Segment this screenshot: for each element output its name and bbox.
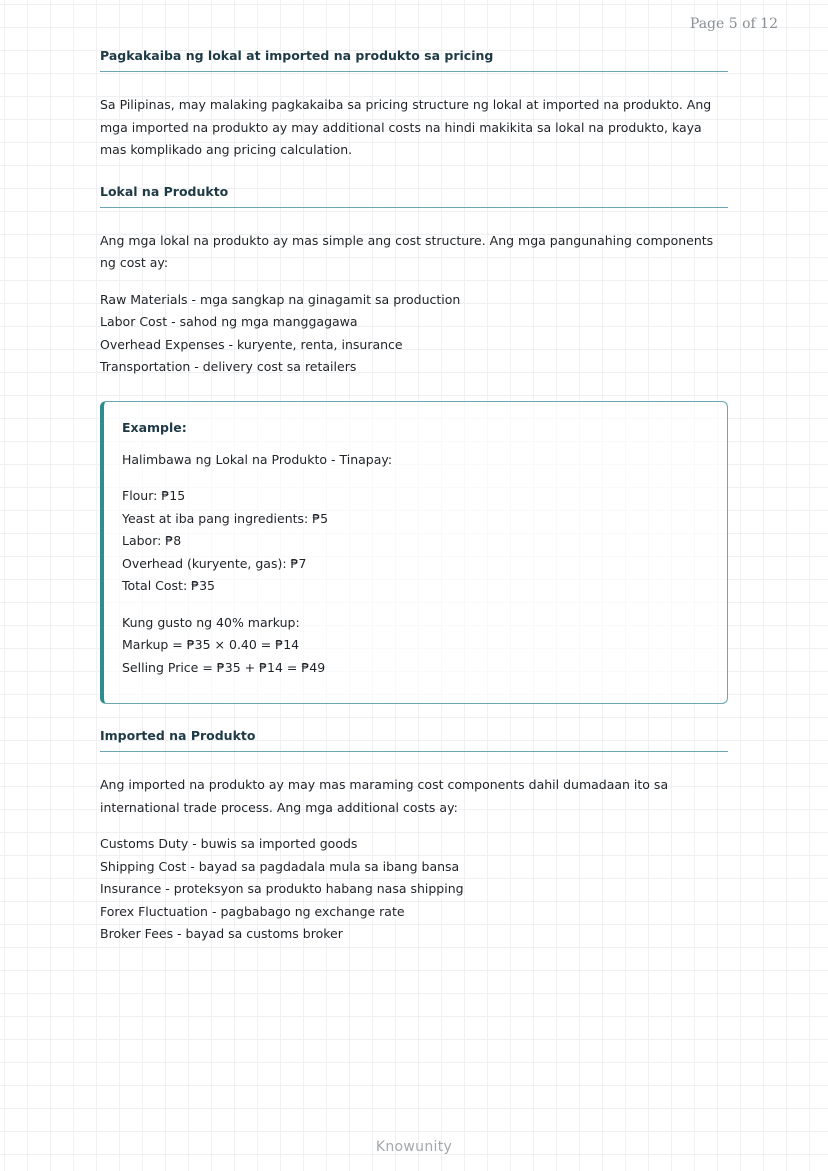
- cost-line: Yeast at iba pang ingredients: ₱5: [122, 510, 329, 526]
- selling-price-line: Selling Price = ₱35 + ₱14 = ₱49: [122, 659, 326, 675]
- document-content: [100, 48, 728, 960]
- page-number: Page 5 of 12: [689, 16, 778, 32]
- list-item: Shipping Cost - bayad sa pagdadala mula sa ibang bansa: [100, 858, 460, 874]
- markup-calculation: [122, 612, 709, 680]
- example-cost-list: [122, 485, 709, 598]
- markup-line: Markup = ₱35 × 0.40 = ₱14: [122, 637, 300, 652]
- section-heading-imported-product: Imported na Produkto: [100, 728, 728, 752]
- list-item: Broker Fees - bayad sa customs broker: [100, 926, 343, 941]
- list-item: Labor Cost - sahod ng mga manggagawa: [100, 314, 358, 329]
- section-heading-local-product: Lokal na Produkto: [100, 184, 728, 208]
- list-item: Transportation - delivery cost sa retailers: [100, 359, 357, 374]
- example-box: [100, 401, 728, 705]
- cost-line: Flour: ₱15: [122, 488, 186, 503]
- intro-paragraph: Sa Pilipinas, may malaking pagkakaiba sa pricing structure ng lokal at imported na produkto. Ang mga imported na produkto ay may additional costs na hindi makikita sa lokal na produkto, kaya mas komplikado ang pricing calculation.: [100, 97, 712, 157]
- total-cost-line: Total Cost: ₱35: [122, 578, 215, 593]
- cost-line: Labor: ₱8: [122, 533, 182, 548]
- list-item: Raw Materials - mga sangkap na ginagamit sa production: [100, 291, 461, 307]
- footer-brand: Knowunity: [375, 1139, 453, 1155]
- example-intro: Halimbawa ng Lokal na Produkto - Tinapay:: [122, 451, 393, 467]
- list-item: Forex Fluctuation - pagbabago ng exchange rate: [100, 903, 405, 919]
- list-item: Insurance - proteksyon sa produkto habang nasa shipping: [100, 881, 464, 896]
- list-item: Customs Duty - buwis sa imported goods: [100, 836, 358, 851]
- section-heading-pricing-difference: Pagkakaiba ng lokal at imported na produkto sa pricing: [100, 48, 728, 72]
- imported-product-paragraph: Ang imported na produkto ay may mas maraming cost components dahil dumadaan ito sa international trade process. Ang mga additional costs ay:: [100, 777, 669, 815]
- local-cost-list: [100, 289, 728, 379]
- markup-line: Kung gusto ng 40% markup:: [122, 614, 300, 630]
- example-title: Example:: [122, 419, 187, 435]
- local-product-paragraph: Ang mga lokal na produkto ay mas simple ang cost structure. Ang mga pangunahing components ng cost ay:: [100, 232, 714, 270]
- imported-cost-list: [100, 833, 728, 946]
- cost-line: Overhead (kuryente, gas): ₱7: [122, 555, 307, 571]
- list-item: Overhead Expenses - kuryente, renta, insurance: [100, 336, 403, 352]
